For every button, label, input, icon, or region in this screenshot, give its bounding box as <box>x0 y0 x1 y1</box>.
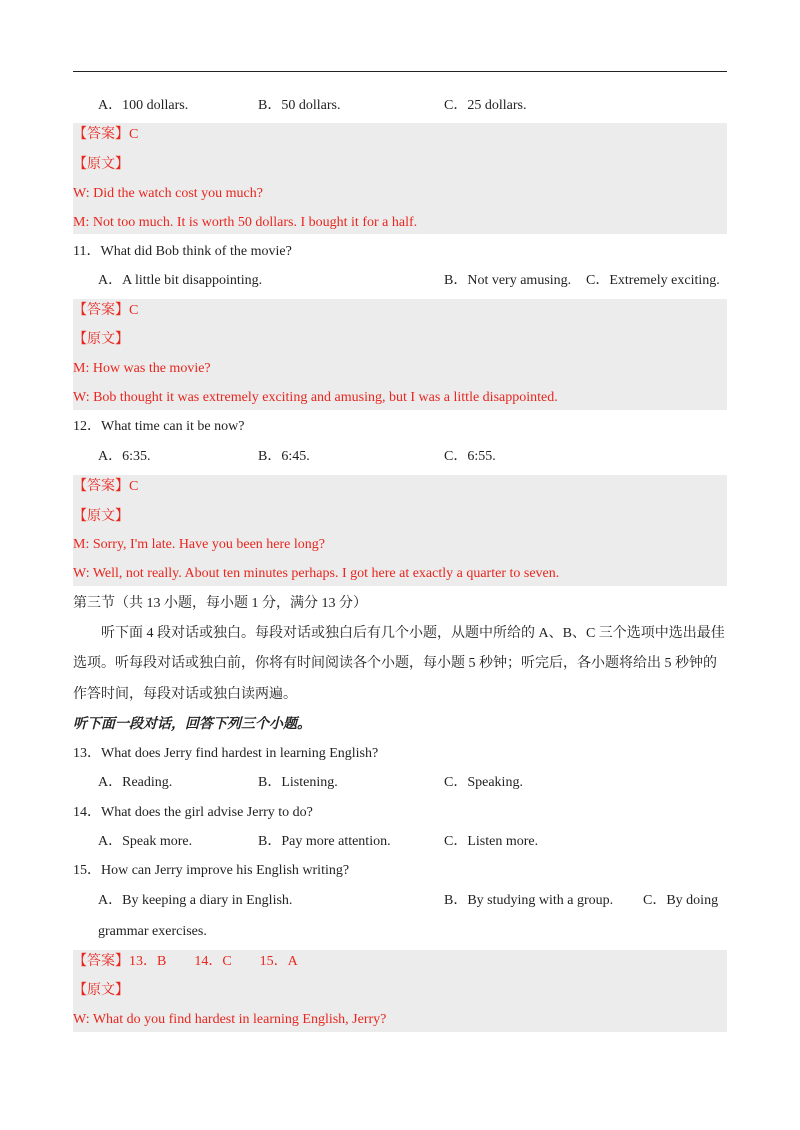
q14-option-c: C．Listen more. <box>444 834 539 849</box>
header-rule <box>73 71 727 72</box>
answer-13-15 <box>73 952 298 972</box>
q15-option-c-continued: grammar exercises. <box>98 924 207 939</box>
section-3-instruction-2: 选项。听每段对话或独白前，你将有时间阅读各个小题，每小题 5 秒钟；听完后，各小题将给出 5 秒钟的 <box>73 656 717 671</box>
answer-12: 【答案】C <box>73 479 139 494</box>
answer-10: 【答案】C <box>73 127 139 142</box>
transcript-label-11: 【原文】 <box>73 332 129 347</box>
transcript-label-13-15: 【原文】 <box>73 983 129 998</box>
q15-stem: 15．How can Jerry improve his English writing? <box>73 863 350 878</box>
transcript-12-line-1: M: Sorry, I'm late. Have you been here long? <box>73 537 325 552</box>
transcript-10-line-1: W: Did the watch cost you much? <box>73 186 263 201</box>
q12-option-a: A．6:35. <box>98 449 151 464</box>
transcript-12-line-2: W: Well, not really. About ten minutes perhaps. I got here at exactly a quarter to seven. <box>73 566 560 581</box>
q13-option-a: A．Reading. <box>98 775 173 790</box>
q11-stem: 11．What did Bob think of the movie? <box>73 244 292 259</box>
q14-option-a: A．Speak more. <box>98 834 193 849</box>
section-3-instruction-3: 作答时间，每段对话或独白读两遍。 <box>73 687 297 702</box>
q14-stem: 14．What does the girl advise Jerry to do? <box>73 805 313 820</box>
q13-option-c: C．Speaking. <box>444 775 523 790</box>
q12-stem: 12．What time can it be now? <box>73 419 245 434</box>
transcript-11-line-1: M: How was the movie? <box>73 361 211 376</box>
q11-option-b: B．Not very amusing. <box>444 273 572 288</box>
q11-option-a: A．A little bit disappointing. <box>98 273 263 288</box>
transcript-label-12: 【原文】 <box>73 509 129 524</box>
section-3-instruction-1: 听下面 4 段对话或独白。每段对话或独白后有几个小题，从题中所给的 A、B、C 三个选项中选出最佳 <box>101 626 725 641</box>
transcript-13-15-line-1: W: What do you find hardest in learning English, Jerry? <box>73 1012 387 1027</box>
dialogue-heading: 听下面一段对话，回答下列三个小题。 <box>73 717 311 732</box>
section-3-title: 第三节（共 13 小题，每小题 1 分，满分 13 分） <box>73 596 367 611</box>
q10-option-a: A．100 dollars. <box>98 98 189 113</box>
q15-option-c: C．By doing <box>643 893 719 908</box>
answer-label: 【答案】 <box>73 954 129 969</box>
answer-values: 13．B 14．C 15．A <box>129 954 298 969</box>
q15-option-a: A．By keeping a diary in English. <box>98 893 293 908</box>
q14-option-b: B．Pay more attention. <box>258 834 391 849</box>
q13-stem: 13．What does Jerry find hardest in learning English? <box>73 746 379 761</box>
q10-option-c: C．25 dollars. <box>444 98 527 113</box>
q10-option-b: B．50 dollars. <box>258 98 341 113</box>
transcript-11-line-2: W: Bob thought it was extremely exciting and amusing, but I was a little disappointed. <box>73 390 558 405</box>
q15-option-b: B．By studying with a group. <box>444 893 614 908</box>
q13-option-b: B．Listening. <box>258 775 338 790</box>
answer-11: 【答案】C <box>73 303 139 318</box>
transcript-10-line-2: M: Not too much. It is worth 50 dollars. I bought it for a half. <box>73 215 418 230</box>
q12-option-b: B．6:45. <box>258 449 310 464</box>
transcript-label-10: 【原文】 <box>73 157 129 172</box>
q11-option-c: C．Extremely exciting. <box>586 273 720 288</box>
q12-option-c: C．6:55. <box>444 449 496 464</box>
